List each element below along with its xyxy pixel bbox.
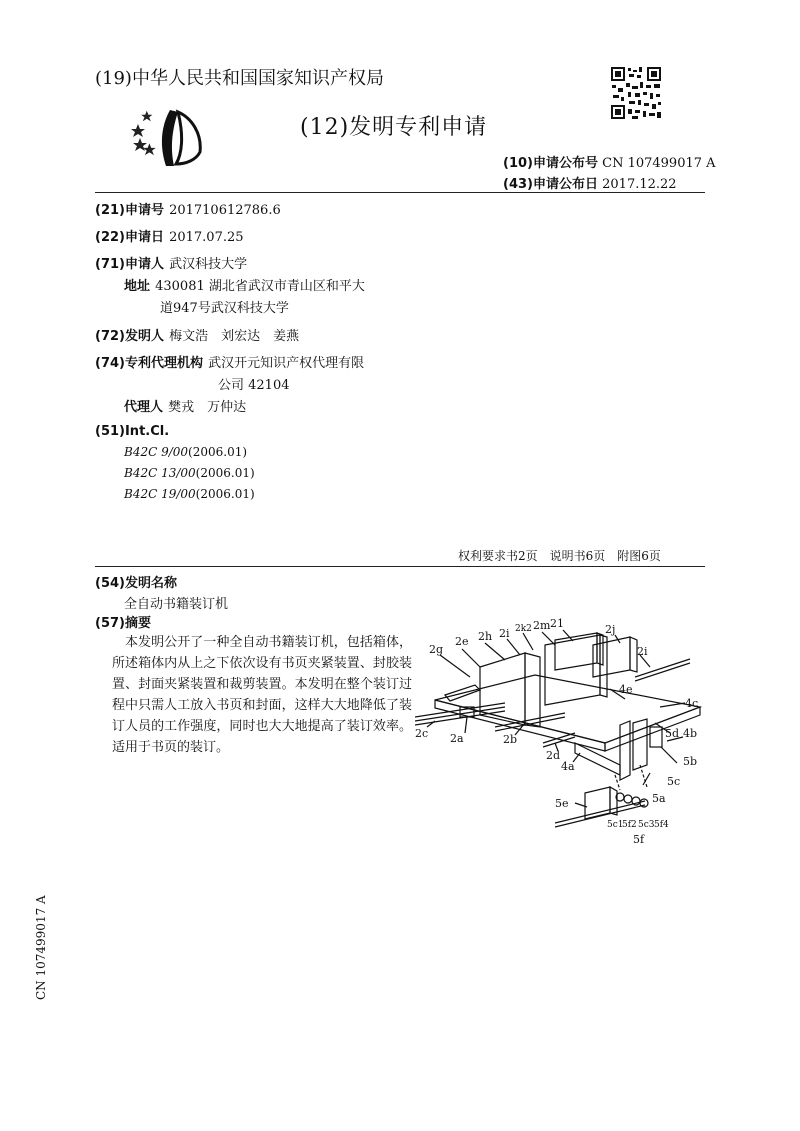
address-line2: 道947号武汉科技大学 [160, 301, 289, 316]
abstract-figure [415, 615, 715, 850]
title-label: (54)发明名称 [95, 576, 177, 591]
address [124, 275, 365, 294]
figure-label: 2b [503, 733, 518, 746]
patent-agency [95, 352, 364, 371]
pages-divider [95, 566, 705, 567]
figure-label: 5e [555, 797, 569, 810]
figure-label: 4e [619, 683, 633, 696]
invention-title: 全自动书籍装订机 [124, 597, 229, 612]
address-line1: 430081 湖北省武汉市青山区和平大 [155, 279, 365, 294]
figure-label: 2m [533, 619, 551, 632]
publication-number [503, 152, 716, 171]
figure-label: 5f2 [622, 820, 637, 830]
address-label: 地址 [124, 279, 151, 294]
figure-label: 2h [478, 630, 493, 643]
qr-code-icon [610, 66, 662, 120]
pages-summary: 权利要求书2页 说明书6页 附图6页 [458, 549, 661, 563]
agent-label: 代理人 [124, 400, 164, 415]
figure-label: 5c1 [607, 820, 624, 830]
inventor-value: 梅文浩 刘宏达 姜燕 [169, 329, 300, 344]
pub-date-value: 2017.12.22 [602, 177, 677, 192]
figure-label: 2d [546, 749, 561, 762]
office-name: (19)中华人民共和国国家知识产权局 [95, 68, 384, 89]
figure-label: 2j [605, 623, 616, 636]
application-date [95, 226, 244, 245]
publication-date [503, 173, 677, 192]
figure-label: 4c [685, 697, 699, 710]
inventors [95, 325, 299, 344]
figure-label: 2i [637, 645, 648, 658]
figure-label: 2g [429, 643, 444, 656]
agency-label: (74)专利代理机构 [95, 356, 203, 371]
inventor-label: (72)发明人 [95, 329, 164, 344]
application-number [95, 199, 281, 218]
figure-label: 4a [561, 760, 575, 773]
pub-no-value: CN 107499017 A [602, 156, 716, 171]
app-no-value: 201710612786.6 [169, 203, 281, 218]
agents [124, 396, 246, 415]
figure-label: 5f4 [654, 820, 669, 830]
agent-value: 樊戎 万仲达 [168, 400, 247, 415]
applicant [95, 253, 247, 272]
pub-no-label: (10)申请公布号 [503, 156, 598, 171]
figure-label: 5c [667, 775, 681, 788]
int-cl-label: (51)Int.Cl. [95, 424, 170, 439]
int-cl-item-3 [124, 487, 255, 501]
figure-label: 5f [633, 833, 645, 846]
int-cl-code: B42C 9/00 [124, 445, 189, 459]
figure-label: 4b [683, 727, 698, 740]
app-no-label: (21)申请号 [95, 203, 164, 218]
agency-line1: 武汉开元知识产权代理有限 [208, 356, 365, 371]
int-cl-version: (2006.01) [195, 466, 255, 480]
pub-date-label: (43)申请公布日 [503, 177, 598, 192]
app-date-value: 2017.07.25 [169, 230, 244, 245]
figure-label: 5d [665, 727, 680, 740]
figure-label: 2c [415, 727, 429, 740]
header-divider [95, 192, 705, 193]
figure-label: 2a [450, 732, 464, 745]
figure-label: 2k2 [515, 624, 532, 634]
int-cl-code: B42C 13/00 [124, 466, 196, 480]
figure-label: 5b [683, 755, 698, 768]
int-cl-code: B42C 19/00 [124, 487, 196, 501]
figure-label: 21 [550, 617, 564, 630]
int-cl-item-1 [124, 445, 247, 459]
figure-label: 5a [652, 792, 666, 805]
patent-office-logo-icon [130, 108, 210, 168]
figure-label: 5c3 [638, 820, 655, 830]
applicant-label: (71)申请人 [95, 257, 164, 272]
document-type: (12)发明专利申请 [300, 115, 488, 140]
applicant-value: 武汉科技大学 [169, 257, 248, 272]
agency-line2: 公司 42104 [218, 378, 290, 393]
side-publication-number: CN 107499017 A [34, 895, 48, 1000]
int-cl-item-2 [124, 466, 255, 480]
figure-label: 2e [455, 635, 469, 648]
int-cl-version: (2006.01) [188, 445, 248, 459]
int-cl-version: (2006.01) [195, 487, 255, 501]
abstract-text: 本发明公开了一种全自动书籍装订机，包括箱体，所述箱体内从上之下依次设有书页夹紧装置、封胶装置、封面夹紧装置和裁剪装置。本发明在整个装订过程中只需人工放入书页和封面，这样大大地降低了装订人员的工作强度，同时也大大地提高了装订效率。适用于书页的装订。 [112, 635, 412, 755]
app-date-label: (22)申请日 [95, 230, 164, 245]
abstract-label: (57)摘要 [95, 616, 151, 631]
figure-label: 2i [499, 627, 510, 640]
